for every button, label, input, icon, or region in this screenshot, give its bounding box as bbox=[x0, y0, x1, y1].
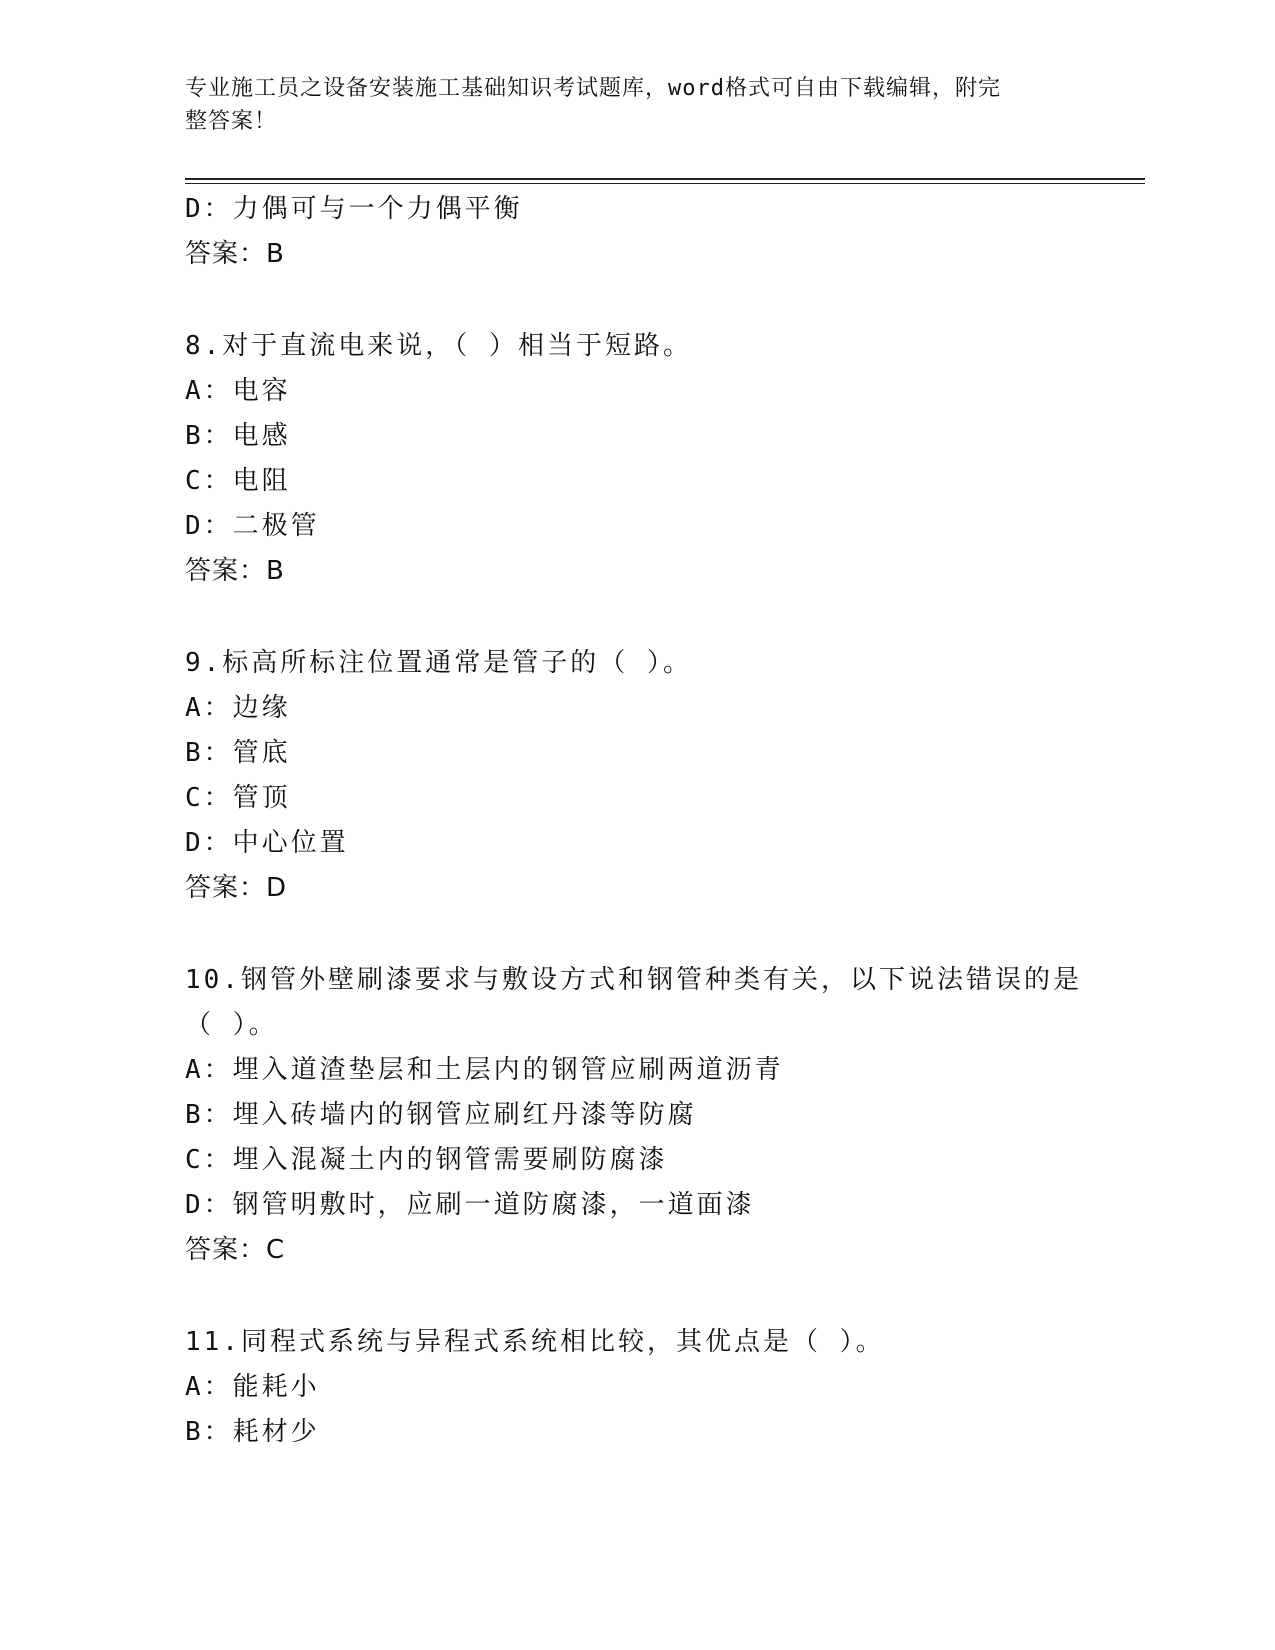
q9-option-a: A：边缘 bbox=[185, 693, 291, 723]
header-title-line2: 整答案！ bbox=[185, 109, 278, 134]
q8-question: 8.对于直流电来说，（ ）相当于短路。 bbox=[185, 331, 692, 361]
document-header bbox=[185, 72, 1075, 138]
q10-answer: 答案：C bbox=[185, 1235, 286, 1265]
q10-question-line1: 10.钢管外壁刷漆要求与敷设方式和钢管种类有关，以下说法错误的是 bbox=[185, 965, 1082, 995]
q9-option-d: D：中心位置 bbox=[185, 828, 349, 858]
question-list bbox=[185, 187, 1085, 1455]
q10-option-c: C：埋入混凝土内的钢管需要刷防腐漆 bbox=[185, 1145, 668, 1175]
q11-question: 11.同程式系统与异程式系统相比较，其优点是（ ）。 bbox=[185, 1327, 885, 1357]
q11-option-a: A：能耗小 bbox=[185, 1372, 320, 1402]
q10-option-d: D：钢管明敷时，应刷一道防腐漆，一道面漆 bbox=[185, 1190, 755, 1220]
q9-option-c: C：管顶 bbox=[185, 783, 291, 813]
q9-option-b: B：管底 bbox=[185, 738, 291, 768]
q10-question-line2: （ ）。 bbox=[185, 1010, 278, 1040]
header-title-line1: 专业施工员之设备安装施工基础知识考试题库，word格式可自由下载编辑，附完 bbox=[185, 76, 1001, 101]
header-divider-thin bbox=[185, 183, 1145, 184]
q8-option-c: C：电阻 bbox=[185, 466, 291, 496]
q8-answer: 答案：B bbox=[185, 556, 285, 586]
q10-option-b: B：埋入砖墙内的钢管应刷红丹漆等防腐 bbox=[185, 1100, 697, 1130]
prev-option-d: D：力偶可与一个力偶平衡 bbox=[185, 194, 523, 224]
q8-option-b: B：电感 bbox=[185, 421, 291, 451]
q8-option-d: D：二极管 bbox=[185, 511, 320, 541]
q10-option-a: A：埋入道渣垫层和土层内的钢管应刷两道沥青 bbox=[185, 1055, 784, 1085]
q11-option-b: B：耗材少 bbox=[185, 1417, 320, 1447]
q9-answer: 答案：D bbox=[185, 873, 288, 903]
header-divider-thick bbox=[185, 178, 1145, 180]
q9-question: 9.标高所标注位置通常是管子的（ ）。 bbox=[185, 648, 692, 678]
prev-answer: 答案：B bbox=[185, 239, 285, 269]
q8-option-a: A：电容 bbox=[185, 376, 291, 406]
